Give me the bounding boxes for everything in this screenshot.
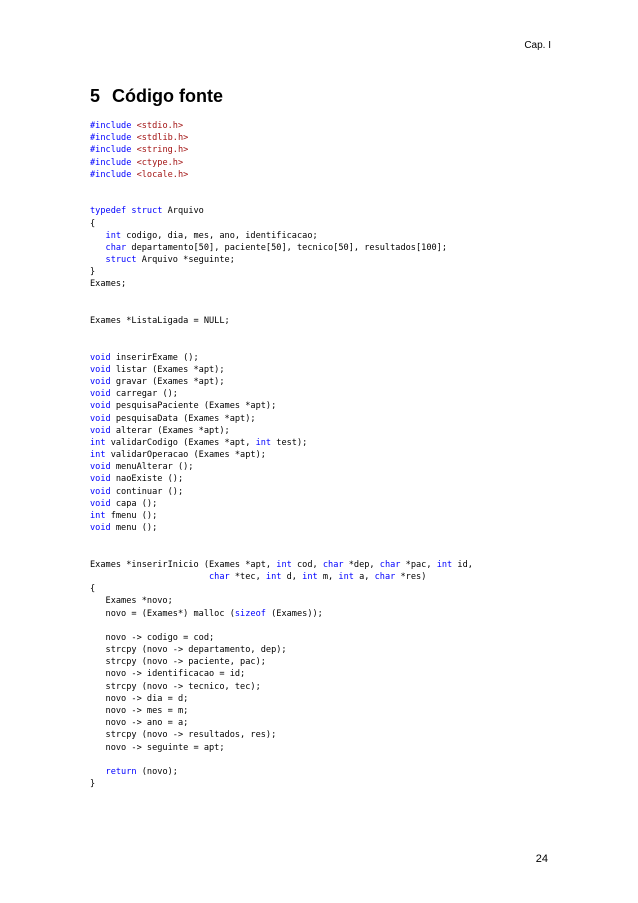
code-line — [90, 632, 473, 644]
code-line — [90, 729, 473, 741]
code-text — [90, 243, 106, 253]
code-text: *pac, — [400, 559, 437, 570]
code-line — [90, 522, 473, 534]
code-line — [90, 425, 473, 437]
code-keyword: int — [276, 559, 292, 570]
code-line — [90, 681, 473, 693]
code-line — [90, 230, 473, 242]
code-text: menuAlterar (); — [110, 462, 194, 473]
code-line — [90, 157, 473, 169]
code-text: novo -> ano = a; — [90, 718, 189, 729]
code-text: continuar (); — [110, 486, 184, 497]
code-text: id, — [452, 559, 473, 570]
code-text: { — [90, 584, 96, 595]
code-line — [90, 656, 473, 668]
code-line — [90, 644, 473, 656]
code-keyword: void — [90, 352, 111, 363]
code-preprocessor: #include — [90, 157, 137, 168]
code-text: novo -> seguinte = apt; — [90, 742, 225, 753]
code-text: novo -> mes = m; — [90, 706, 189, 716]
code-line — [90, 303, 473, 315]
code-text: cod, — [291, 559, 323, 570]
code-text: (novo); — [136, 766, 178, 777]
code-text — [90, 255, 106, 265]
code-keyword: int — [90, 450, 106, 461]
code-text: capa (); — [110, 498, 158, 509]
code-text — [90, 767, 106, 777]
code-line — [90, 376, 473, 388]
code-preprocessor: #include — [90, 121, 137, 131]
code-keyword: return — [105, 766, 137, 777]
code-line — [90, 498, 473, 510]
code-text: gravar (Exames *apt); — [110, 376, 225, 387]
section-title: Código fonte — [112, 86, 223, 106]
code-line — [90, 449, 473, 461]
code-text — [90, 572, 209, 582]
code-line — [90, 352, 473, 364]
section-heading — [90, 86, 223, 107]
code-line — [90, 181, 473, 193]
code-keyword: void — [90, 389, 111, 400]
code-text: fmenu (); — [105, 511, 158, 521]
code-line — [90, 400, 473, 412]
code-line — [90, 327, 473, 339]
code-text: menu (); — [110, 523, 158, 534]
code-text: Arquivo *seguinte; — [136, 255, 235, 266]
code-line — [90, 766, 473, 778]
source-code-block — [90, 120, 473, 790]
code-keyword: void — [90, 523, 111, 534]
code-keyword: void — [90, 364, 111, 375]
chapter-header: Cap. I — [524, 40, 551, 51]
code-keyword: void — [90, 425, 111, 436]
code-line — [90, 242, 473, 254]
code-line — [90, 778, 473, 790]
code-keyword: void — [90, 413, 111, 424]
code-line — [90, 388, 473, 400]
code-include-path: <string.h> — [136, 145, 189, 156]
code-line — [90, 559, 473, 571]
code-text: validarCodigo (Exames *apt, — [105, 437, 256, 448]
code-text: alterar (Exames *apt); — [110, 425, 230, 436]
code-line — [90, 364, 473, 376]
code-text: strcpy (novo -> tecnico, tec); — [90, 681, 261, 692]
code-keyword: void — [90, 486, 111, 497]
section-number: 5 — [90, 86, 101, 106]
code-line — [90, 437, 473, 449]
code-keyword: struct — [131, 206, 163, 217]
code-line — [90, 254, 473, 266]
code-text: strcpy (novo -> resultados, res); — [90, 730, 277, 741]
code-line — [90, 534, 473, 546]
code-line — [90, 120, 473, 132]
code-text: pesquisaPaciente (Exames *apt); — [110, 401, 277, 412]
code-text: novo -> codigo = cod; — [90, 632, 215, 643]
code-keyword: char — [105, 242, 127, 253]
code-text: strcpy (novo -> departamento, dep); — [90, 645, 287, 656]
code-keyword: char — [374, 571, 396, 582]
code-keyword: void — [90, 498, 111, 509]
code-keyword: int — [302, 571, 318, 582]
code-keyword: int — [265, 571, 282, 582]
code-line — [90, 620, 473, 632]
code-keyword: void — [90, 462, 111, 473]
code-keyword: char — [209, 571, 230, 582]
code-line — [90, 668, 473, 680]
code-include-path: <stdio.h> — [136, 121, 184, 131]
code-text: d, — [281, 571, 303, 582]
code-text: *res) — [395, 571, 427, 582]
code-line — [90, 705, 473, 717]
code-text: a, — [353, 571, 375, 582]
code-line — [90, 266, 473, 278]
code-preprocessor: #include — [90, 133, 137, 144]
code-text: Exames *inserirInicio (Exames *apt, — [90, 559, 277, 570]
code-include-path: <stdlib.h> — [136, 133, 189, 144]
code-text: listar (Exames *apt); — [110, 364, 225, 375]
code-text: naoExiste (); — [110, 474, 184, 485]
code-text: Exames; — [90, 279, 127, 290]
code-text: } — [90, 267, 96, 278]
code-keyword: char — [322, 559, 344, 570]
code-text: novo -> dia = d; — [90, 693, 189, 704]
code-text: novo -> identificacao = id; — [90, 669, 246, 680]
code-text: validarOperacao (Exames *apt); — [105, 450, 266, 461]
code-line — [90, 595, 473, 607]
code-keyword: int — [105, 230, 122, 241]
code-preprocessor: #include — [90, 169, 137, 180]
code-text: } — [90, 779, 96, 790]
code-line — [90, 205, 473, 217]
code-line — [90, 754, 473, 766]
code-line — [90, 193, 473, 205]
code-text: pesquisaData (Exames *apt); — [110, 413, 256, 424]
code-keyword: struct — [105, 255, 137, 266]
code-line — [90, 461, 473, 473]
code-line — [90, 571, 473, 583]
code-line — [90, 315, 473, 327]
code-line — [90, 169, 473, 181]
code-text: test); — [271, 437, 308, 448]
code-keyword: int — [90, 437, 106, 448]
code-line — [90, 413, 473, 425]
code-line — [90, 278, 473, 290]
code-keyword: int — [436, 559, 453, 570]
code-line — [90, 473, 473, 485]
code-line — [90, 742, 473, 754]
code-text: m, — [317, 571, 339, 582]
code-line — [90, 144, 473, 156]
code-text: inserirExame (); — [110, 352, 199, 363]
code-keyword: void — [90, 401, 111, 412]
code-keyword: char — [379, 559, 401, 570]
code-text: departamento[50], paciente[50], tecnico[50], resultados[100]; — [126, 242, 448, 253]
code-line — [90, 510, 473, 522]
code-line — [90, 291, 473, 303]
code-line — [90, 717, 473, 729]
code-text: (Exames)); — [265, 608, 323, 619]
code-include-path: <locale.h> — [136, 169, 189, 180]
code-text: Exames *novo; — [90, 596, 173, 607]
code-keyword: sizeof — [234, 608, 266, 619]
code-text: Exames *ListaLigada = NULL; — [90, 316, 230, 326]
code-line — [90, 339, 473, 351]
code-line — [90, 547, 473, 559]
code-line — [90, 132, 473, 144]
code-line — [90, 218, 473, 230]
code-text: { — [90, 218, 96, 229]
code-text: Arquivo — [162, 206, 204, 217]
code-keyword: typedef — [90, 206, 127, 217]
code-line — [90, 583, 473, 595]
code-include-path: <ctype.h> — [136, 157, 184, 168]
code-line — [90, 486, 473, 498]
code-line — [90, 693, 473, 705]
code-keyword: int — [338, 571, 354, 582]
code-preprocessor: #include — [90, 145, 137, 156]
code-text: strcpy (novo -> paciente, pac); — [90, 657, 266, 668]
page-number: 24 — [535, 853, 548, 865]
code-keyword: int — [90, 511, 106, 521]
code-text: novo = (Exames*) malloc ( — [90, 608, 235, 619]
code-keyword: void — [90, 376, 111, 387]
code-text: *tec, — [229, 571, 266, 582]
code-line — [90, 608, 473, 620]
code-keyword: void — [90, 474, 111, 485]
code-keyword: int — [255, 437, 272, 448]
code-text: *dep, — [343, 559, 380, 570]
code-text: carregar (); — [110, 389, 178, 400]
code-text — [90, 231, 106, 241]
code-text: codigo, dia, mes, ano, identificacao; — [121, 230, 318, 241]
